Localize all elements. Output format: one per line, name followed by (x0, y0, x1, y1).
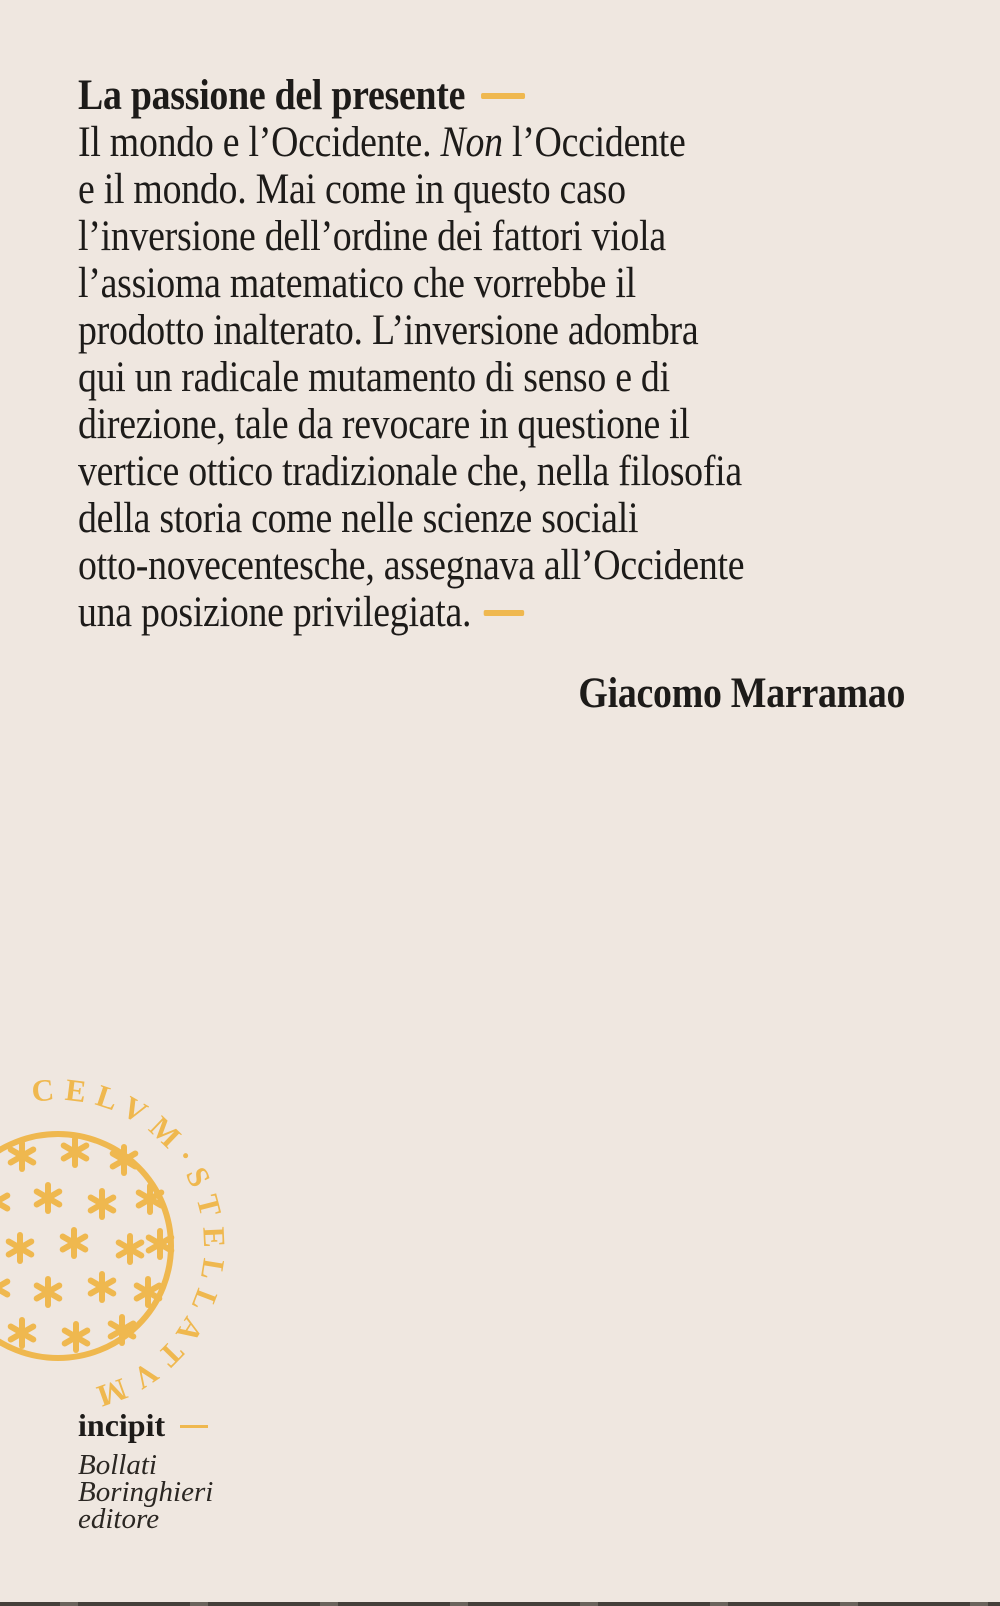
book-title-line (78, 72, 905, 119)
blurb-end-dash-mark (484, 610, 524, 616)
book-title: La passione del presente (78, 72, 466, 119)
blurb-line (78, 495, 905, 542)
blurb-text: una posizione privilegiata. (78, 589, 472, 636)
blurb-text: direzione, tale da revocare in questione il (78, 401, 690, 448)
cover-text-block (78, 72, 905, 717)
blurb-text: vertice ottico tradizionale che, nella filosofia (78, 448, 742, 495)
blurb-text: l’Occidente (502, 119, 686, 166)
series-name: incipit (78, 1407, 166, 1443)
blurb-line (78, 401, 905, 448)
page-bottom-edge (0, 1602, 1000, 1606)
blurb-line (78, 542, 905, 589)
blurb-text: Il mondo e l’Occidente. (78, 119, 441, 166)
blurb-text: l’assioma matematico che vorrebbe il (78, 260, 636, 307)
publisher-line: Bollati (78, 1449, 157, 1481)
blurb-line (78, 448, 905, 495)
blurb-line (78, 589, 905, 636)
publisher-name (78, 1449, 214, 1535)
publisher-line: editore (78, 1503, 160, 1535)
title-dash-mark (481, 93, 525, 99)
blurb-line (78, 166, 905, 213)
author-name: Giacomo Marramao (578, 670, 906, 717)
publisher-line: Boringhieri (78, 1476, 214, 1508)
blurb-text: otto-novecentesche, assegnava all’Occidente (78, 542, 745, 589)
series-dash-mark (180, 1425, 208, 1428)
stamp-inscription: CELVM·STELLATVM (30, 1071, 233, 1416)
blurb-text: della storia come nelle scienze sociali (78, 495, 639, 542)
blurb-text: prodotto inalterato. L’inversione adombra (78, 307, 699, 354)
blurb-line (78, 260, 905, 307)
celum-stellatum-stamp-icon (0, 1056, 242, 1418)
blurb-line (78, 119, 905, 166)
blurb-line (78, 213, 905, 260)
series-row (78, 1408, 213, 1442)
imprint-block (78, 1408, 213, 1533)
blurb-line (78, 307, 905, 354)
blurb-text: qui un radicale mutamento di senso e di (78, 354, 670, 401)
blurb-text: l’inversione dell’ordine dei fattori viola (78, 213, 666, 260)
blurb-line (78, 354, 905, 401)
blurb-text: e il mondo. Mai come in questo caso (78, 166, 626, 213)
blurb-text-italic: Non (440, 119, 503, 166)
